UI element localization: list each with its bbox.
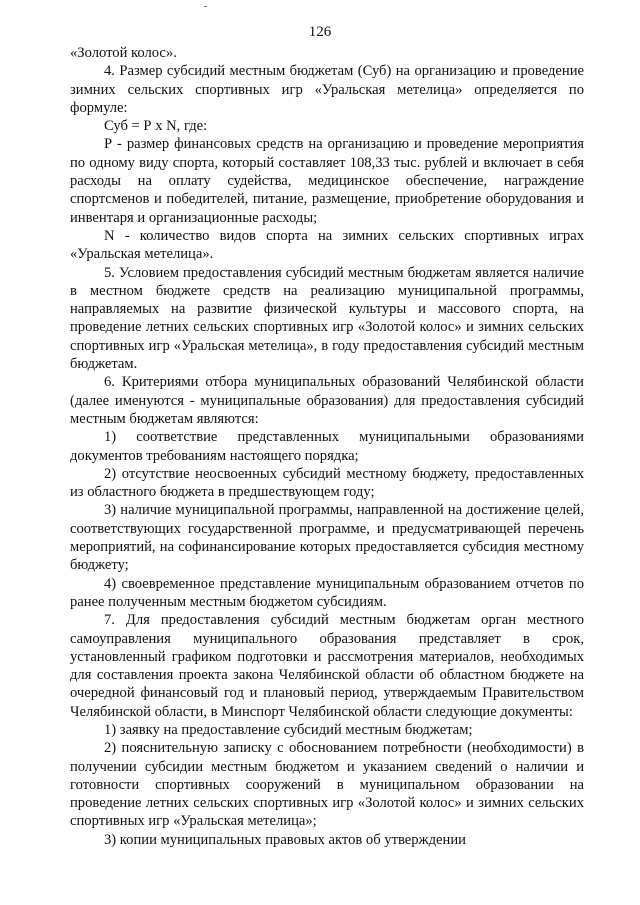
paragraph-criterion-2: 2) отсутствие неосвоенных субсидий местному бюджету, предоставленных из областного бюджета в предшествующем году; [70,465,584,501]
paragraph-item-4: 4. Размер субсидий местным бюджетам (Суб) на организацию и проведение зимних сельских спортивных игр «Уральская метелица» определяется по формуле: [70,63,584,116]
paragraph-criterion-4: 4) своевременное представление муниципальным образованием отчетов по ранее полученным местным бюджетом субсидиям. [70,575,584,610]
document-body [70,44,584,849]
paragraph-item-6: 6. Критериями отбора муниципальных образований Челябинской области (далее именуются - муниципальные образования) для предоставления субсидий местным бюджетам являются: [70,374,584,427]
paragraph-definition-n: N - количество видов спорта на зимних сельских спортивных играх «Уральская метелица». [70,227,584,263]
formula: Суб = Р х N, где: [104,118,208,135]
page-number: 126 [308,24,332,40]
paragraph-definition-p: Р - размер финансовых средств на организацию и проведение мероприятия по одному виду спорта, который составляет 108,33 тыс. рублей и включает в себя расходы на оплату судейства, медицинское обеспечение, награждение спортсменов и победителей, питание, размещение, приобретение оборудования и инвентаря и организационные расходы; [70,136,584,226]
paragraph-document-2: 2) пояснительную записку с обоснованием потребности (необходимости) в получении субсидии местным бюджетом и указанием сведений о наличии и готовности спортивных сооружений в муниципальном образовании на проведение летних сельских спортивных игр «Золотой колос» и зимних сельских спортивных игр «Уральская метелица»; [70,740,584,830]
paragraph-criterion-3: 3) наличие муниципальной программы, направленной на достижение целей, соответствующих государственной программе, и предусматривающей перечень мероприятий, на софинансирование которых предоставляется субсидия местному бюджету; [70,502,584,574]
paragraph-document-1: 1) заявку на предоставление субсидий местным бюджетам; [104,721,473,738]
paragraph-continuation: «Золотой колос». [70,45,177,61]
paragraph-criterion-1: 1) соответствие представленных муниципальными образованиями документов требованиям настоящего порядка; [70,429,584,464]
paragraph-document-3: 3) копии муниципальных правовых актов об утверждении [104,831,466,848]
paragraph-item-7: 7. Для предоставления субсидий местным бюджетам орган местного самоуправления муниципального образования представляет в срок, установленный графиком подготовки и рассмотрения материалов, необходимых для составления проекта закона Челябинской области об областном бюджете на очередной финансовый год и плановый период, утверждаемым Правительством Челябинской области, в Минспорт Челябинской области следующие документы: [70,612,584,720]
paragraph-item-5: 5. Условием предоставления субсидий местным бюджетам является наличие в местном бюджете средств на реализацию муниципальной программы, направляемых на развитие физической культуры и массового спорта, на проведение летних сельских спортивных игр «Золотой колос» и зимних сельских спортивных игр «Уральская метелица», в году предоставления субсидий местным бюджетам. [70,264,584,373]
scan-mark [204,6,207,7]
